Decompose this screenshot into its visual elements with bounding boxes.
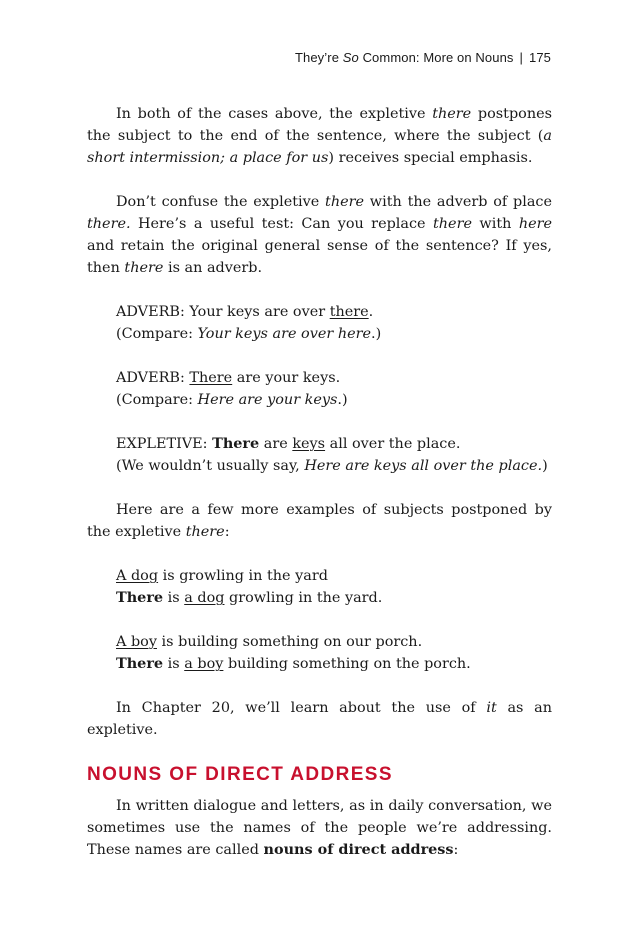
example-sentence: ADVERB: Your keys are over there. [116,304,374,320]
example-adverb-1 [87,301,552,345]
example-sentence: A dog is growling in the yard [116,568,328,584]
example-comparison: (Compare: Your keys are over here.) [116,326,382,342]
paragraph-more-examples: Here are a few more examples of subjects postponed by the expletive there: [87,502,552,540]
example-sentence: EXPLETIVE: There are keys all over the place. [116,435,461,452]
header-separator: | [519,50,523,65]
running-head [295,50,551,65]
example-boy [87,631,552,675]
example-sentence: ADVERB: There are your keys. [116,370,341,386]
paragraph-chapter-reference: In Chapter 20, we’ll learn about the use of it as an expletive. [87,700,553,738]
example-adverb-2 [87,367,552,411]
paragraph-adverb-test: Don’t confuse the expletive there with the adverb of place there. Here’s a useful test: Can you replace there with here and retain the original general sense of the sentence? If yes, then there is an adverb. [87,194,552,276]
example-comparison: (Compare: Here are your keys.) [116,392,348,408]
section-heading: NOUNS OF DIRECT ADDRESS [87,764,393,785]
paragraph-expletive-emphasis: In both of the cases above, the expletive there postpones the subject to the end of the sentence, where the subject (a short intermission; a place for us) receives special emphasis. [87,106,552,166]
example-comparison: (We wouldn’t usually say, Here are keys all over the place.) [116,458,548,474]
chapter-title: They’re So Common: More on Nouns [294,50,514,65]
example-sentence-expletive: There is a dog growling in the yard. [116,589,383,606]
example-sentence-expletive: There is a boy building something on the porch. [116,655,471,672]
page-number: 175 [529,50,551,65]
example-expletive [87,433,552,477]
page-body [87,103,552,861]
example-sentence: A boy is building something on our porch. [116,634,423,650]
paragraph-direct-address: In written dialogue and letters, as in daily conversation, we sometimes use the names of the people we’re addressing. These names are called nouns of direct address: [87,798,552,858]
example-dog [87,565,552,609]
